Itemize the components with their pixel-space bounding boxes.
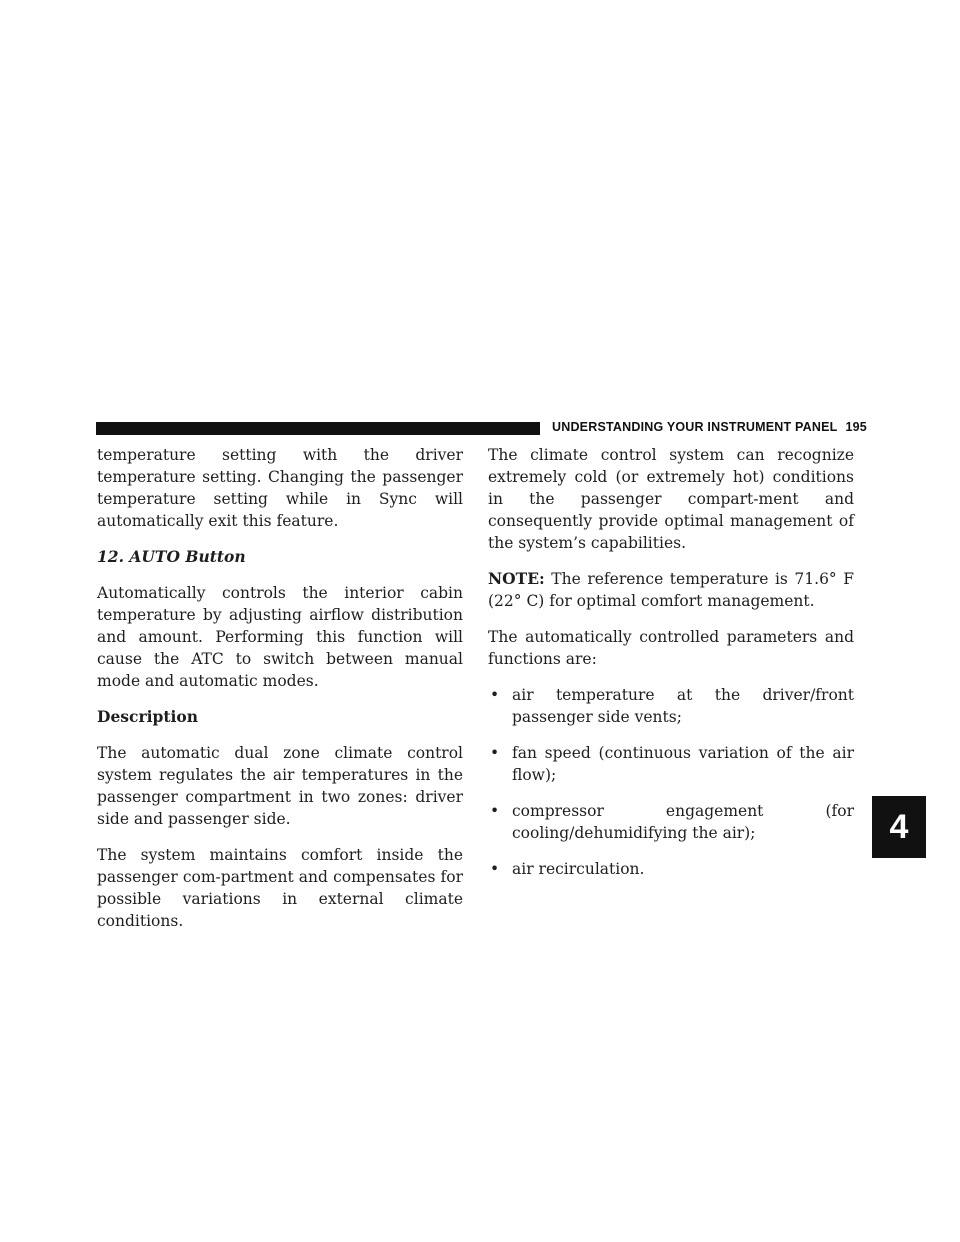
list-item-text: air recirculation. bbox=[512, 860, 645, 878]
note-text: The reference temperature is 71.6° F (22° C) for optimal comfort management. bbox=[488, 570, 854, 610]
description-paragraph-2: The system maintains comfort inside the passenger com-partment and compensates for possible variations in external climate conditions. bbox=[97, 846, 463, 930]
header-rule bbox=[96, 422, 540, 435]
description-paragraph-1: The automatic dual zone climate control system regulates the air temperatures in the passenger compartment in two zones: driver side and passenger side. bbox=[97, 744, 463, 828]
auto-button-heading: 12. AUTO Button bbox=[97, 547, 246, 566]
parameters-list bbox=[488, 684, 854, 880]
list-item bbox=[488, 684, 854, 728]
running-header bbox=[552, 420, 867, 434]
list-item bbox=[488, 742, 854, 786]
bullet-glyph: • bbox=[490, 686, 500, 704]
bullet-glyph: • bbox=[490, 744, 500, 762]
chapter-tab: 4 bbox=[872, 796, 926, 858]
climate-paragraph: The climate control system can recognize extremely cold (or extremely hot) conditions in the passenger compart-ment and consequently provide optimal management of the system’s capabilities. bbox=[488, 446, 854, 552]
continued-paragraph: temperature setting with the driver temperature setting. Changing the passenger temperature setting while in Sync will automatically exit this feature. bbox=[97, 446, 463, 530]
left-column bbox=[97, 444, 463, 946]
note-label: NOTE: bbox=[488, 569, 545, 588]
auto-button-paragraph: Automatically controls the interior cabin temperature by adjusting airflow distribution and amount. Performing this function will cause the ATC to switch between manual mode and automatic modes. bbox=[97, 584, 463, 690]
list-item-text: air temperature at the driver/front passenger side vents; bbox=[512, 686, 854, 726]
bullet-glyph: • bbox=[490, 802, 500, 820]
page-number: 195 bbox=[845, 420, 867, 434]
list-item-text: compressor engagement (for cooling/dehumidifying the air); bbox=[512, 802, 854, 842]
list-item-text: fan speed (continuous variation of the air flow); bbox=[512, 744, 854, 784]
description-heading: Description bbox=[97, 707, 199, 726]
right-column bbox=[488, 444, 854, 894]
bullet-glyph: • bbox=[490, 860, 500, 878]
parameters-intro: The automatically controlled parameters and functions are: bbox=[488, 628, 854, 668]
note-paragraph bbox=[488, 568, 854, 612]
section-title: UNDERSTANDING YOUR INSTRUMENT PANEL bbox=[552, 420, 838, 434]
list-item bbox=[488, 858, 854, 880]
list-item bbox=[488, 800, 854, 844]
